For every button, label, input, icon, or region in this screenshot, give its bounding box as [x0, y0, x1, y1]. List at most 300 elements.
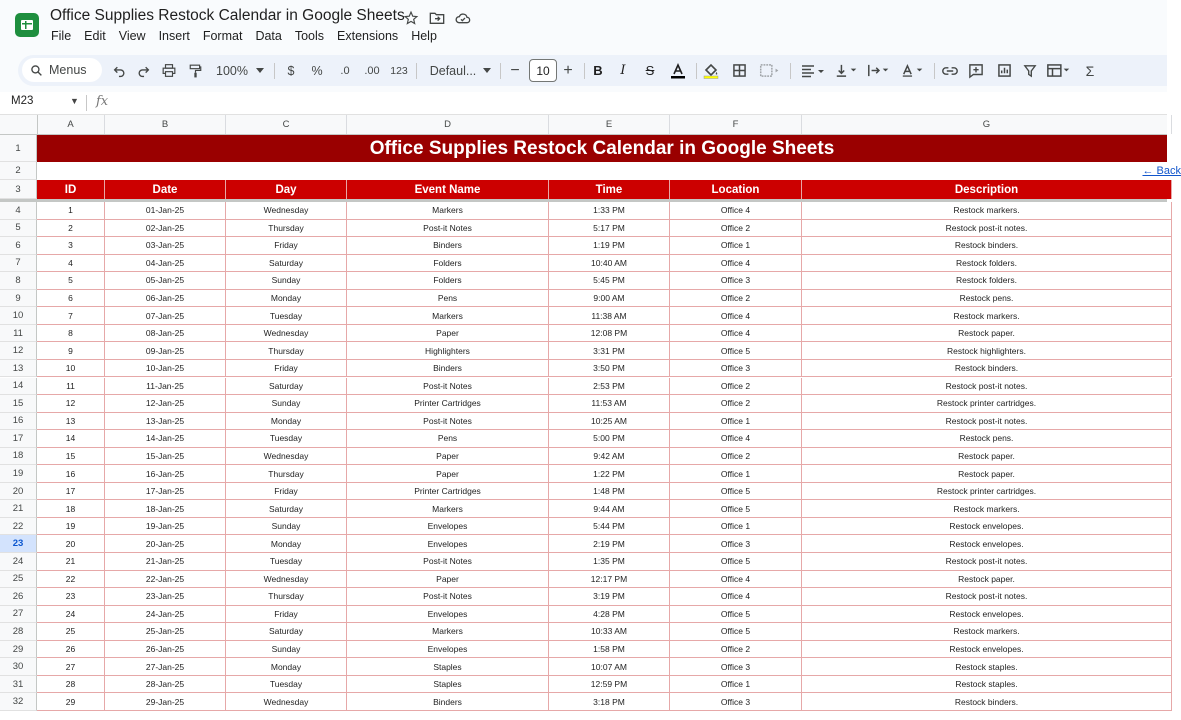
row-number[interactable]: 26 — [0, 588, 37, 606]
cell-location[interactable]: Office 5 — [670, 483, 802, 501]
cell-time[interactable]: 1:48 PM — [549, 483, 670, 501]
cell-day[interactable]: Sunday — [226, 272, 347, 290]
cell-day[interactable]: Sunday — [226, 518, 347, 536]
cell-location[interactable]: Office 3 — [670, 360, 802, 378]
cell-location[interactable]: Office 3 — [670, 535, 802, 553]
cell-event-name[interactable]: Staples — [347, 676, 549, 694]
text-color-icon[interactable] — [668, 55, 688, 86]
cell-description[interactable]: Restock post-it notes. — [802, 220, 1172, 238]
cell-date[interactable]: 07-Jan-25 — [105, 307, 226, 325]
row-number[interactable]: 12 — [0, 342, 37, 360]
cell-description[interactable]: Restock folders. — [802, 255, 1172, 273]
name-box-chevron-icon[interactable]: ▼ — [70, 96, 79, 106]
cell-time[interactable]: 10:33 AM — [549, 623, 670, 641]
cell-time[interactable]: 11:53 AM — [549, 395, 670, 413]
cell-date[interactable]: 10-Jan-25 — [105, 360, 226, 378]
cell-date[interactable]: 15-Jan-25 — [105, 448, 226, 466]
cell-description[interactable]: Restock staples. — [802, 676, 1172, 694]
font-chevron-icon[interactable] — [482, 55, 492, 86]
undo-icon[interactable] — [110, 55, 128, 86]
cell-event-name[interactable]: Post-it Notes — [347, 553, 549, 571]
cell-date[interactable]: 24-Jan-25 — [105, 606, 226, 624]
cell-time[interactable]: 5:44 PM — [549, 518, 670, 536]
cell-description[interactable]: Restock pens. — [802, 290, 1172, 308]
cell-time[interactable]: 10:25 AM — [549, 413, 670, 431]
cell-date[interactable]: 22-Jan-25 — [105, 571, 226, 589]
column-header-f[interactable]: F — [670, 115, 802, 134]
cell-event-name[interactable]: Markers — [347, 307, 549, 325]
cell-id[interactable]: 10 — [37, 360, 105, 378]
cell-date[interactable]: 09-Jan-25 — [105, 342, 226, 360]
cell-date[interactable]: 01-Jan-25 — [105, 202, 226, 220]
cell-date[interactable]: 14-Jan-25 — [105, 430, 226, 448]
cell-description[interactable]: Restock envelopes. — [802, 535, 1172, 553]
cell-location[interactable]: Office 1 — [670, 413, 802, 431]
chevron-down-icon[interactable] — [254, 55, 266, 86]
row-number[interactable]: 15 — [0, 395, 37, 413]
cell-description[interactable]: Restock envelopes. — [802, 641, 1172, 659]
cell-time[interactable]: 3:18 PM — [549, 693, 670, 711]
redo-icon[interactable] — [134, 55, 152, 86]
cell-time[interactable]: 12:08 PM — [549, 325, 670, 343]
cell-time[interactable]: 5:17 PM — [549, 220, 670, 238]
cell-id[interactable]: 21 — [37, 553, 105, 571]
cell-location[interactable]: Office 1 — [670, 676, 802, 694]
fill-color-icon[interactable] — [702, 55, 720, 86]
search-menus-button[interactable] — [22, 58, 102, 82]
move-folder-icon[interactable] — [428, 9, 446, 27]
cell-location[interactable]: Office 2 — [670, 641, 802, 659]
cell-description[interactable]: Restock staples. — [802, 658, 1172, 676]
column-header-g[interactable]: G — [802, 115, 1172, 134]
column-header-c[interactable]: C — [226, 115, 347, 134]
print-icon[interactable] — [160, 55, 178, 86]
row-number[interactable]: 24 — [0, 553, 37, 571]
merge-cells-icon[interactable] — [756, 55, 784, 86]
cell-event-name[interactable]: Envelopes — [347, 606, 549, 624]
row-number[interactable]: 27 — [0, 606, 37, 624]
select-all-corner[interactable] — [0, 115, 38, 134]
header-time[interactable]: Time — [549, 180, 670, 199]
cell-description[interactable]: Restock markers. — [802, 202, 1172, 220]
cell-event-name[interactable]: Staples — [347, 658, 549, 676]
cell-location[interactable]: Office 1 — [670, 237, 802, 255]
cell-date[interactable]: 06-Jan-25 — [105, 290, 226, 308]
row-number[interactable]: 29 — [0, 641, 37, 659]
cell-time[interactable]: 2:19 PM — [549, 535, 670, 553]
more-formats-button[interactable]: 123 — [390, 64, 408, 77]
cell-day[interactable]: Wednesday — [226, 448, 347, 466]
row-number[interactable]: 1 — [0, 135, 37, 162]
header-date[interactable]: Date — [105, 180, 226, 199]
document-title[interactable]: Office Supplies Restock Calendar in Google Sheets — [50, 7, 405, 24]
cell-date[interactable]: 25-Jan-25 — [105, 623, 226, 641]
cell-id[interactable]: 20 — [37, 535, 105, 553]
cell-id[interactable]: 16 — [37, 465, 105, 483]
increase-decimal-button[interactable] — [360, 55, 384, 86]
cell-date[interactable]: 03-Jan-25 — [105, 237, 226, 255]
cell-event-name[interactable]: Printer Cartridges — [347, 483, 549, 501]
cell-day[interactable]: Tuesday — [226, 430, 347, 448]
cell-location[interactable]: Office 4 — [670, 307, 802, 325]
cell-event-name[interactable]: Highlighters — [347, 342, 549, 360]
cell-id[interactable]: 14 — [37, 430, 105, 448]
menu-insert[interactable]: Insert — [158, 29, 190, 43]
vertical-align-icon[interactable] — [832, 55, 862, 86]
decrease-font-size-button[interactable]: − — [510, 61, 520, 79]
back-link[interactable]: ← Back — [1142, 165, 1181, 177]
cell-location[interactable]: Office 2 — [670, 220, 802, 238]
cell-id[interactable]: 11 — [37, 378, 105, 396]
menu-help[interactable]: Help — [411, 29, 437, 43]
header-location[interactable]: Location — [670, 180, 802, 199]
column-header-e[interactable]: E — [549, 115, 670, 134]
cell-day[interactable]: Thursday — [226, 588, 347, 606]
cell-location[interactable]: Office 4 — [670, 255, 802, 273]
cell-id[interactable]: 28 — [37, 676, 105, 694]
percent-format-button[interactable]: % — [311, 63, 323, 78]
cell-day[interactable]: Thursday — [226, 220, 347, 238]
cell-date[interactable]: 20-Jan-25 — [105, 535, 226, 553]
bold-icon[interactable]: B — [593, 63, 603, 78]
cell-location[interactable]: Office 3 — [670, 693, 802, 711]
cell-id[interactable]: 6 — [37, 290, 105, 308]
cell-description[interactable]: Restock envelopes. — [802, 606, 1172, 624]
column-header-a[interactable]: A — [37, 115, 105, 134]
cell-location[interactable]: Office 2 — [670, 395, 802, 413]
row-number[interactable]: 18 — [0, 448, 37, 466]
text-rotation-icon[interactable] — [898, 55, 928, 86]
cell-location[interactable]: Office 1 — [670, 465, 802, 483]
cell-description[interactable]: Restock paper. — [802, 571, 1172, 589]
cell-location[interactable]: Office 3 — [670, 658, 802, 676]
cell-id[interactable]: 15 — [37, 448, 105, 466]
row-number[interactable]: 14 — [0, 378, 37, 396]
row-number[interactable]: 21 — [0, 500, 37, 518]
cell-id[interactable]: 17 — [37, 483, 105, 501]
cell-day[interactable]: Wednesday — [226, 693, 347, 711]
row-number[interactable]: 16 — [0, 413, 37, 431]
cell-time[interactable]: 9:44 AM — [549, 500, 670, 518]
cell-id[interactable]: 9 — [37, 342, 105, 360]
row-number[interactable]: 23 — [0, 535, 37, 553]
cell-id[interactable]: 27 — [37, 658, 105, 676]
header-event-name[interactable]: Event Name — [347, 180, 549, 199]
cell-description[interactable]: Restock pens. — [802, 430, 1172, 448]
row-number[interactable]: 13 — [0, 360, 37, 378]
cell-date[interactable]: 23-Jan-25 — [105, 588, 226, 606]
cell-description[interactable]: Restock envelopes. — [802, 518, 1172, 536]
cell-event-name[interactable]: Post-it Notes — [347, 588, 549, 606]
header-id[interactable]: ID — [37, 180, 105, 199]
cell-event-name[interactable]: Paper — [347, 571, 549, 589]
cell-event-name[interactable]: Pens — [347, 430, 549, 448]
cell-day[interactable]: Wednesday — [226, 571, 347, 589]
cell-time[interactable]: 9:00 AM — [549, 290, 670, 308]
cell-id[interactable]: 8 — [37, 325, 105, 343]
star-icon[interactable] — [402, 9, 420, 27]
cell-day[interactable]: Thursday — [226, 465, 347, 483]
cell-id[interactable]: 1 — [37, 202, 105, 220]
row-number[interactable]: 9 — [0, 290, 37, 308]
cell-id[interactable]: 19 — [37, 518, 105, 536]
font-size-input[interactable]: 10 — [529, 59, 557, 82]
cell-time[interactable]: 10:40 AM — [549, 255, 670, 273]
cell-description[interactable]: Restock binders. — [802, 693, 1172, 711]
menu-view[interactable]: View — [118, 29, 146, 43]
borders-icon[interactable] — [730, 55, 748, 86]
cell-day[interactable]: Monday — [226, 535, 347, 553]
cell-location[interactable]: Office 4 — [670, 325, 802, 343]
cell-time[interactable]: 1:22 PM — [549, 465, 670, 483]
cell-event-name[interactable]: Folders — [347, 255, 549, 273]
cell-date[interactable]: 16-Jan-25 — [105, 465, 226, 483]
menu-tools[interactable]: Tools — [294, 29, 325, 43]
row-number[interactable]: 4 — [0, 202, 37, 220]
cell-id[interactable]: 3 — [37, 237, 105, 255]
cell-date[interactable]: 11-Jan-25 — [105, 378, 226, 396]
cell-date[interactable]: 21-Jan-25 — [105, 553, 226, 571]
increase-font-size-button[interactable]: + — [563, 61, 573, 79]
paint-format-icon[interactable] — [186, 55, 204, 86]
row-number[interactable]: 17 — [0, 430, 37, 448]
cell-location[interactable]: Office 5 — [670, 623, 802, 641]
cell-time[interactable]: 3:31 PM — [549, 342, 670, 360]
cell-day[interactable]: Sunday — [226, 395, 347, 413]
cell-description[interactable]: Restock paper. — [802, 448, 1172, 466]
cell-id[interactable]: 5 — [37, 272, 105, 290]
cell-id[interactable]: 24 — [37, 606, 105, 624]
cell-date[interactable]: 19-Jan-25 — [105, 518, 226, 536]
cell-location[interactable]: Office 2 — [670, 448, 802, 466]
cell-id[interactable]: 12 — [37, 395, 105, 413]
cell-time[interactable]: 1:19 PM — [549, 237, 670, 255]
cell-location[interactable]: Office 4 — [670, 202, 802, 220]
cell-event-name[interactable]: Paper — [347, 325, 549, 343]
row-number[interactable]: 5 — [0, 220, 37, 238]
italic-icon[interactable]: I — [620, 63, 626, 78]
menu-extensions[interactable]: Extensions — [337, 29, 399, 43]
cell-id[interactable]: 25 — [37, 623, 105, 641]
cell-day[interactable]: Sunday — [226, 641, 347, 659]
cell-event-name[interactable]: Binders — [347, 237, 549, 255]
cell-event-name[interactable]: Pens — [347, 290, 549, 308]
cell-location[interactable]: Office 4 — [670, 588, 802, 606]
cell-time[interactable]: 5:00 PM — [549, 430, 670, 448]
functions-icon[interactable]: Σ — [1085, 62, 1095, 79]
cell-description[interactable]: Restock markers. — [802, 307, 1172, 325]
cell-time[interactable]: 1:58 PM — [549, 641, 670, 659]
cell-time[interactable]: 4:28 PM — [549, 606, 670, 624]
menu-file[interactable]: File — [51, 29, 72, 43]
insert-comment-icon[interactable] — [966, 55, 986, 86]
cell-date[interactable]: 28-Jan-25 — [105, 676, 226, 694]
cell-time[interactable]: 12:17 PM — [549, 571, 670, 589]
cell-id[interactable]: 4 — [37, 255, 105, 273]
cell-day[interactable]: Saturday — [226, 623, 347, 641]
cell-event-name[interactable]: Post-it Notes — [347, 413, 549, 431]
cell-id[interactable]: 29 — [37, 693, 105, 711]
cell-location[interactable]: Office 4 — [670, 571, 802, 589]
cell-day[interactable]: Tuesday — [226, 676, 347, 694]
cell-date[interactable]: 18-Jan-25 — [105, 500, 226, 518]
row-number[interactable]: 30 — [0, 658, 37, 676]
cell-event-name[interactable]: Paper — [347, 465, 549, 483]
cell-description[interactable]: Restock post-it notes. — [802, 413, 1172, 431]
cell-day[interactable]: Tuesday — [226, 307, 347, 325]
decrease-decimal-button[interactable] — [334, 55, 356, 86]
cell-date[interactable]: 12-Jan-25 — [105, 395, 226, 413]
cell-location[interactable]: Office 5 — [670, 553, 802, 571]
cell-location[interactable]: Office 5 — [670, 342, 802, 360]
row-number[interactable]: 8 — [0, 272, 37, 290]
cell-id[interactable]: 18 — [37, 500, 105, 518]
filter-icon[interactable] — [1020, 55, 1040, 86]
cell-time[interactable]: 12:59 PM — [549, 676, 670, 694]
cell-description[interactable]: Restock markers. — [802, 623, 1172, 641]
cell-location[interactable]: Office 5 — [670, 500, 802, 518]
cell-date[interactable]: 26-Jan-25 — [105, 641, 226, 659]
cell-description[interactable]: Restock markers. — [802, 500, 1172, 518]
cell-event-name[interactable]: Printer Cartridges — [347, 395, 549, 413]
cell-event-name[interactable]: Envelopes — [347, 518, 549, 536]
cell-description[interactable]: Restock post-it notes. — [802, 378, 1172, 396]
cell-event-name[interactable]: Binders — [347, 693, 549, 711]
zoom-select[interactable] — [214, 55, 250, 86]
cell-id[interactable]: 26 — [37, 641, 105, 659]
cell-description[interactable]: Restock highlighters. — [802, 342, 1172, 360]
cell-date[interactable]: 08-Jan-25 — [105, 325, 226, 343]
cell-time[interactable]: 10:07 AM — [549, 658, 670, 676]
row-number[interactable]: 10 — [0, 307, 37, 325]
row-number[interactable]: 25 — [0, 571, 37, 589]
cell-description[interactable]: Restock folders. — [802, 272, 1172, 290]
cell-day[interactable]: Tuesday — [226, 553, 347, 571]
cell-event-name[interactable]: Paper — [347, 448, 549, 466]
cell-description[interactable]: Restock printer cartridges. — [802, 395, 1172, 413]
cell-day[interactable]: Wednesday — [226, 325, 347, 343]
cell-location[interactable]: Office 2 — [670, 378, 802, 396]
cell-date[interactable]: 13-Jan-25 — [105, 413, 226, 431]
cell-time[interactable]: 9:42 AM — [549, 448, 670, 466]
menu-data[interactable]: Data — [255, 29, 282, 43]
row-number[interactable]: 19 — [0, 465, 37, 483]
sheets-logo-icon[interactable] — [14, 12, 40, 38]
cell-event-name[interactable]: Envelopes — [347, 535, 549, 553]
cell-event-name[interactable]: Post-it Notes — [347, 220, 549, 238]
cell-date[interactable]: 29-Jan-25 — [105, 693, 226, 711]
cell-day[interactable]: Friday — [226, 237, 347, 255]
cell-event-name[interactable]: Envelopes — [347, 641, 549, 659]
cell-day[interactable]: Saturday — [226, 500, 347, 518]
name-box[interactable]: M23 — [11, 95, 34, 107]
cell-date[interactable]: 05-Jan-25 — [105, 272, 226, 290]
cell-day[interactable]: Friday — [226, 606, 347, 624]
cell-description[interactable]: Restock printer cartridges. — [802, 483, 1172, 501]
filter-views-icon[interactable] — [1044, 55, 1074, 86]
cell-event-name[interactable]: Markers — [347, 500, 549, 518]
cell-day[interactable]: Wednesday — [226, 202, 347, 220]
cell-day[interactable]: Monday — [226, 658, 347, 676]
cell-id[interactable]: 13 — [37, 413, 105, 431]
row-number[interactable]: 32 — [0, 693, 37, 711]
horizontal-align-icon[interactable] — [798, 55, 828, 86]
font-family-select[interactable] — [426, 55, 480, 86]
row-number[interactable]: 20 — [0, 483, 37, 501]
cell-time[interactable]: 5:45 PM — [549, 272, 670, 290]
cell-id[interactable]: 2 — [37, 220, 105, 238]
cell-event-name[interactable]: Markers — [347, 623, 549, 641]
cell-description[interactable]: Restock paper. — [802, 465, 1172, 483]
column-header-d[interactable]: D — [347, 115, 549, 134]
header-day[interactable]: Day — [226, 180, 347, 199]
cell-time[interactable]: 2:53 PM — [549, 378, 670, 396]
row-number[interactable]: 7 — [0, 255, 37, 273]
cell-location[interactable]: Office 4 — [670, 430, 802, 448]
cell-location[interactable]: Office 5 — [670, 606, 802, 624]
row-number[interactable]: 28 — [0, 623, 37, 641]
cell-id[interactable]: 23 — [37, 588, 105, 606]
row-number[interactable]: 11 — [0, 325, 37, 343]
cell-event-name[interactable]: Binders — [347, 360, 549, 378]
cell-description[interactable]: Restock binders. — [802, 360, 1172, 378]
cell-description[interactable]: Restock post-it notes. — [802, 588, 1172, 606]
cell-id[interactable]: 22 — [37, 571, 105, 589]
cell-day[interactable]: Saturday — [226, 378, 347, 396]
menu-edit[interactable]: Edit — [84, 29, 106, 43]
cell-date[interactable]: 02-Jan-25 — [105, 220, 226, 238]
cell-day[interactable]: Monday — [226, 290, 347, 308]
insert-chart-icon[interactable] — [994, 55, 1014, 86]
cell-location[interactable]: Office 1 — [670, 518, 802, 536]
row-number[interactable]: 31 — [0, 676, 37, 694]
cell-time[interactable]: 1:35 PM — [549, 553, 670, 571]
cell-event-name[interactable]: Post-it Notes — [347, 378, 549, 396]
cell-date[interactable]: 27-Jan-25 — [105, 658, 226, 676]
cell-time[interactable]: 3:50 PM — [549, 360, 670, 378]
currency-format-button[interactable]: $ — [287, 63, 295, 78]
strikethrough-icon[interactable]: S — [645, 63, 655, 78]
cell-day[interactable]: Friday — [226, 483, 347, 501]
text-wrapping-icon[interactable] — [864, 55, 894, 86]
cell-time[interactable]: 3:19 PM — [549, 588, 670, 606]
cell-date[interactable]: 04-Jan-25 — [105, 255, 226, 273]
cell-date[interactable]: 17-Jan-25 — [105, 483, 226, 501]
cell-day[interactable]: Thursday — [226, 342, 347, 360]
spreadsheet-grid[interactable] — [0, 115, 1181, 720]
cell-time[interactable]: 1:33 PM — [549, 202, 670, 220]
sheet-title[interactable]: Office Supplies Restock Calendar in Google Sheets — [37, 135, 1167, 162]
cell-description[interactable]: Restock binders. — [802, 237, 1172, 255]
row-number[interactable]: 6 — [0, 237, 37, 255]
cell-day[interactable]: Monday — [226, 413, 347, 431]
cell-event-name[interactable]: Folders — [347, 272, 549, 290]
header-description[interactable]: Description — [802, 180, 1172, 199]
cell-day[interactable]: Saturday — [226, 255, 347, 273]
cell-description[interactable]: Restock paper. — [802, 325, 1172, 343]
column-header-b[interactable]: B — [105, 115, 226, 134]
cloud-status-icon[interactable] — [454, 9, 472, 27]
cell-day[interactable]: Friday — [226, 360, 347, 378]
cell-time[interactable]: 11:38 AM — [549, 307, 670, 325]
insert-link-icon[interactable] — [940, 55, 960, 86]
cell-location[interactable]: Office 3 — [670, 272, 802, 290]
row-number[interactable]: 22 — [0, 518, 37, 536]
cell-description[interactable]: Restock post-it notes. — [802, 553, 1172, 571]
menu-format[interactable]: Format — [202, 29, 243, 43]
cell-id[interactable]: 7 — [37, 307, 105, 325]
cell-location[interactable]: Office 2 — [670, 290, 802, 308]
